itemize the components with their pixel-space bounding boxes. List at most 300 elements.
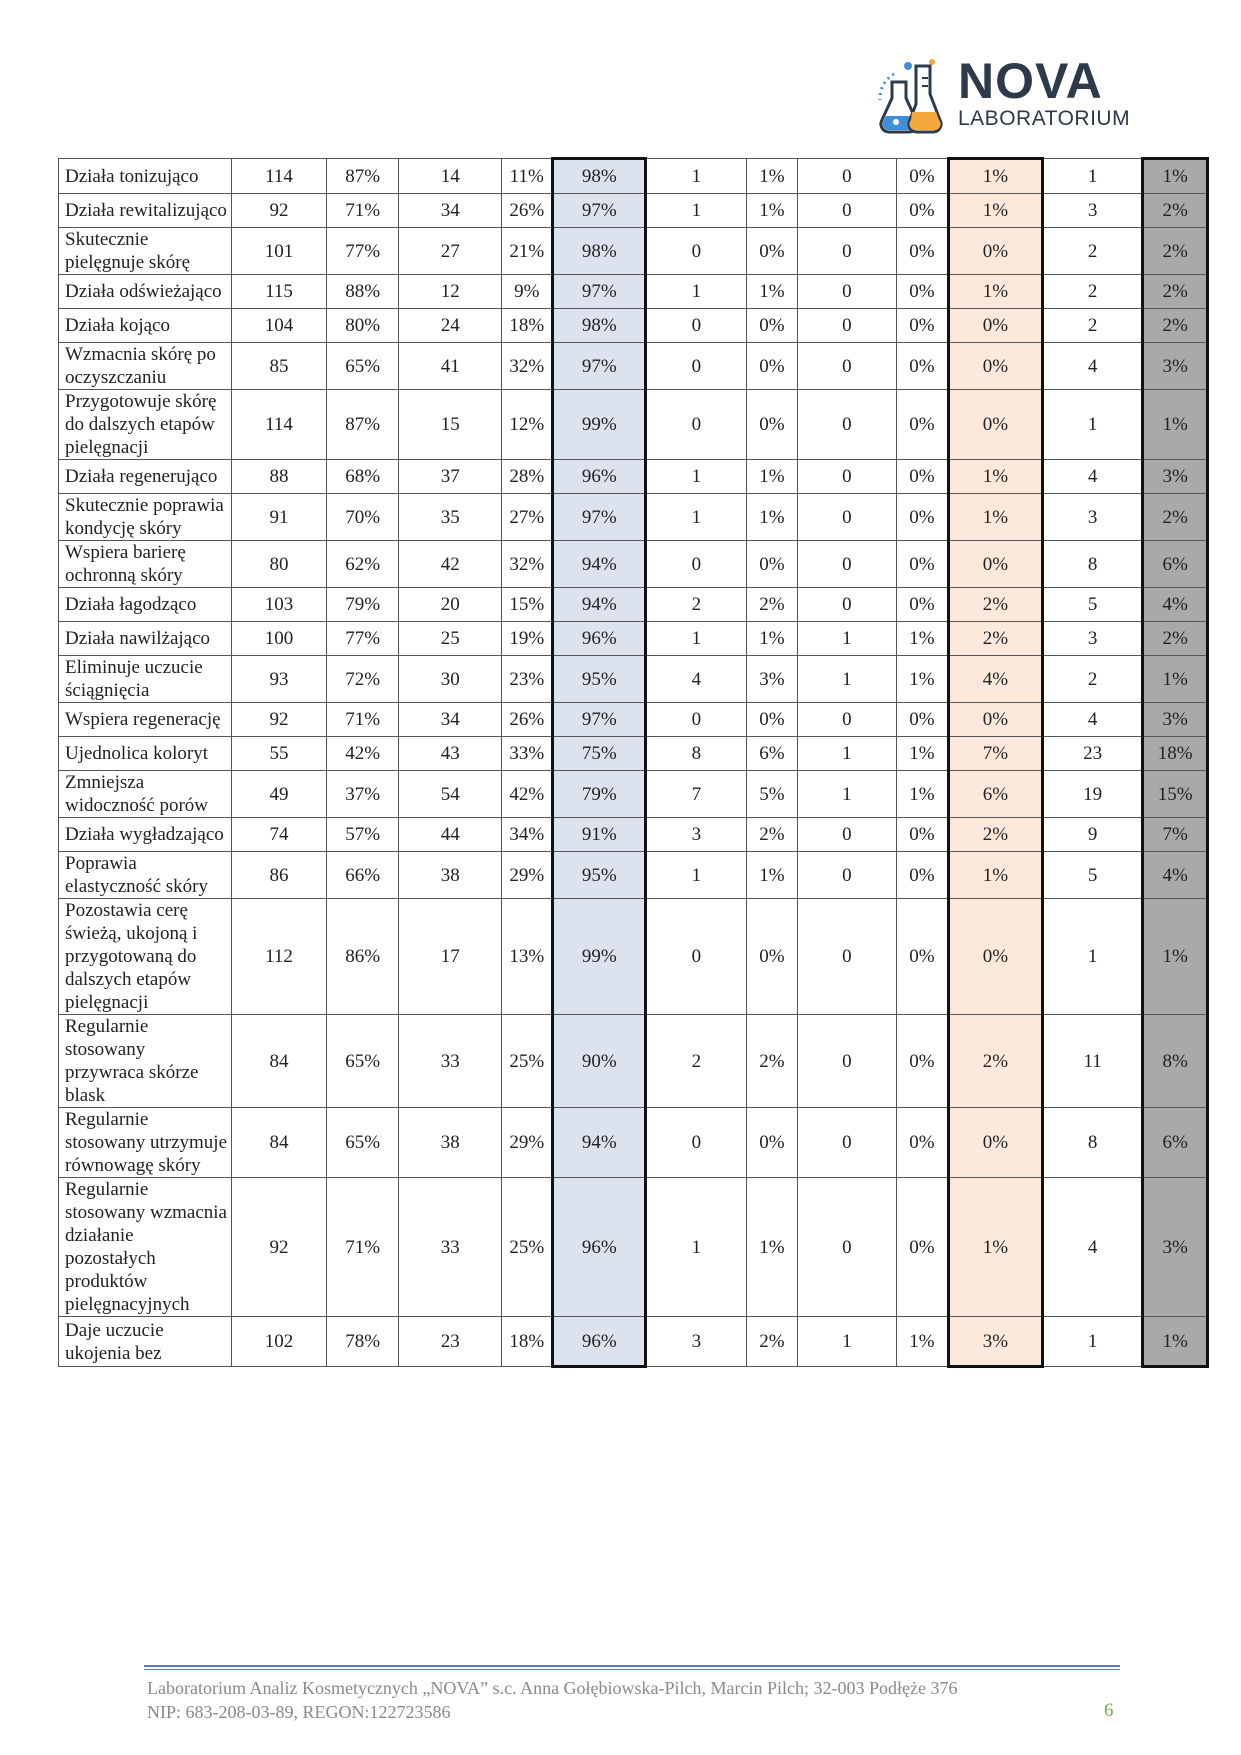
table-cell: 1% [896,622,948,656]
table-cell: 4 [1042,703,1143,737]
table-cell: 2% [1143,309,1208,343]
table-cell: 114 [232,159,327,194]
table-cell: 1 [1042,1317,1143,1367]
row-label: Działa łagodząco [59,588,232,622]
row-label: Działa nawilżająco [59,622,232,656]
table-cell: 20 [399,588,502,622]
row-label: Działa rewitalizująco [59,194,232,228]
table-cell: 92 [232,194,327,228]
table-row [59,1108,1208,1178]
table-cell: 85 [232,343,327,390]
table-cell: 1% [746,1178,797,1317]
table-cell: 1 [1042,390,1143,460]
table-cell: 100 [232,622,327,656]
table-cell: 0% [746,390,797,460]
table-cell: 15% [502,588,553,622]
table-cell: 1 [646,275,747,309]
table-cell: 28% [502,460,553,494]
table-cell: 0% [746,343,797,390]
table-cell: 1% [949,159,1043,194]
table-cell: 33 [399,1178,502,1317]
table-row [59,228,1208,275]
table-cell: 37 [399,460,502,494]
table-cell: 34 [399,194,502,228]
table-cell: 115 [232,275,327,309]
table-cell: 1% [896,737,948,771]
row-label: Regularnie stosowany utrzymuje równowagę skóry [59,1108,232,1178]
table-cell: 84 [232,1108,327,1178]
table-cell: 9% [502,275,553,309]
table-cell: 29% [502,1108,553,1178]
row-label: Skutecznie poprawia kondycję skóry [59,494,232,541]
table-cell: 90% [553,1015,646,1108]
table-cell: 38 [399,1108,502,1178]
table-cell: 84 [232,1015,327,1108]
row-label: Wspiera regenerację [59,703,232,737]
table-cell: 19% [502,622,553,656]
table-cell: 15 [399,390,502,460]
row-label: Regularnie stosowany wzmacnia działanie pozostałych produktów pielęgnacyjnych [59,1178,232,1317]
table-cell: 33 [399,1015,502,1108]
footer-ids: NIP: 683-208-03-89, REGON:122723586 [147,1702,451,1722]
table-cell: 1% [949,275,1043,309]
table-cell: 25% [502,1015,553,1108]
table-cell: 23% [502,656,553,703]
table-cell: 25 [399,622,502,656]
table-cell: 79% [326,588,399,622]
table-cell: 0 [798,309,897,343]
table-cell: 0% [949,390,1043,460]
table-cell: 6% [746,737,797,771]
table-cell: 96% [553,1178,646,1317]
table-cell: 92 [232,703,327,737]
table-cell: 1 [798,1317,897,1367]
table-cell: 0% [896,541,948,588]
table-cell: 0 [798,343,897,390]
table-cell: 0 [646,1108,747,1178]
table-cell: 1% [949,194,1043,228]
table-cell: 95% [553,852,646,899]
row-label: Działa kojąco [59,309,232,343]
table-cell: 0 [798,818,897,852]
table-cell: 11% [502,159,553,194]
table-cell: 5 [1042,588,1143,622]
table-cell: 71% [326,703,399,737]
table-cell: 3% [746,656,797,703]
table-cell: 2% [1143,194,1208,228]
row-label: Zmniejsza widoczność porów [59,771,232,818]
table-cell: 1% [1143,159,1208,194]
table-cell: 3% [949,1317,1043,1367]
table-cell: 0% [896,159,948,194]
table-cell: 62% [326,541,399,588]
table-cell: 2 [1042,228,1143,275]
footer-text [147,1676,958,1724]
table-cell: 1% [949,852,1043,899]
table-cell: 2 [646,588,747,622]
table-cell: 88 [232,460,327,494]
table-row [59,656,1208,703]
footer-address: Laboratorium Analiz Kosmetycznych „NOVA” s.c. Anna Gołębiowska-Pilch, Marcin Pilch; 32-003 Podłęże 376 [147,1678,958,1698]
table-cell: 0 [646,228,747,275]
table-cell: 0 [646,343,747,390]
table-cell: 0% [896,390,948,460]
table-cell: 0 [798,899,897,1015]
table-cell: 0 [646,703,747,737]
table-cell: 1% [1143,1317,1208,1367]
table-cell: 54 [399,771,502,818]
table-cell: 96% [553,622,646,656]
table-cell: 0% [896,1178,948,1317]
table-cell: 97% [553,194,646,228]
table-cell: 1% [746,460,797,494]
table-cell: 0 [798,1108,897,1178]
table-cell: 0% [896,588,948,622]
table-cell: 0 [798,460,897,494]
table-cell: 0 [646,541,747,588]
table-cell: 1% [1143,390,1208,460]
table-cell: 18% [502,309,553,343]
table-cell: 95% [553,656,646,703]
table-cell: 104 [232,309,327,343]
table-cell: 26% [502,194,553,228]
table-cell: 68% [326,460,399,494]
table-cell: 2% [746,818,797,852]
table-cell: 1% [949,460,1043,494]
table-cell: 0% [896,343,948,390]
table-cell: 2% [1143,275,1208,309]
table-cell: 44 [399,818,502,852]
table-cell: 112 [232,899,327,1015]
table-cell: 49 [232,771,327,818]
table-cell: 77% [326,228,399,275]
table-cell: 1% [746,494,797,541]
table-cell: 42 [399,541,502,588]
table-cell: 103 [232,588,327,622]
table-cell: 27 [399,228,502,275]
table-cell: 0% [949,228,1043,275]
row-label: Daje uczucie ukojenia bez [59,1317,232,1367]
row-label: Ujednolica koloryt [59,737,232,771]
table-cell: 65% [326,1015,399,1108]
table-cell: 72% [326,656,399,703]
table-cell: 0% [746,703,797,737]
table-cell: 1 [646,852,747,899]
table-cell: 0 [646,390,747,460]
table-cell: 3 [1042,194,1143,228]
table-cell: 1 [646,159,747,194]
row-label: Przygotowuje skórę do dalszych etapów pielęgnacji [59,390,232,460]
table-cell: 0 [798,228,897,275]
table-row [59,309,1208,343]
table-cell: 1% [949,494,1043,541]
table-cell: 1% [896,1317,948,1367]
table-cell: 3 [646,1317,747,1367]
table-cell: 0% [896,494,948,541]
table-cell: 78% [326,1317,399,1367]
table-cell: 2% [1143,494,1208,541]
table-cell: 55 [232,737,327,771]
results-table [58,157,1209,1368]
table-cell: 1% [746,159,797,194]
table-cell: 9 [1042,818,1143,852]
table-row [59,771,1208,818]
table-cell: 0% [896,1015,948,1108]
table-cell: 7% [1143,818,1208,852]
table-cell: 97% [553,703,646,737]
table-cell: 71% [326,1178,399,1317]
table-cell: 65% [326,343,399,390]
table-cell: 8 [1042,541,1143,588]
table-row [59,159,1208,194]
table-cell: 80% [326,309,399,343]
table-cell: 1% [746,275,797,309]
row-label: Poprawia elastyczność skóry [59,852,232,899]
table-cell: 4 [1042,1178,1143,1317]
logo-subtitle: LABORATORIUM [958,107,1131,130]
table-cell: 86% [326,899,399,1015]
footer-divider-thin [144,1669,1120,1670]
table-row [59,390,1208,460]
table-cell: 0% [896,228,948,275]
table-cell: 0 [798,275,897,309]
table-cell: 0 [798,159,897,194]
table-cell: 11 [1042,1015,1143,1108]
table-cell: 1 [1042,159,1143,194]
table-cell: 8 [646,737,747,771]
table-cell: 3% [1143,343,1208,390]
table-cell: 2% [746,1015,797,1108]
table-cell: 37% [326,771,399,818]
row-label: Działa wygładzająco [59,818,232,852]
table-cell: 114 [232,390,327,460]
table-cell: 38 [399,852,502,899]
table-cell: 32% [502,343,553,390]
table-cell: 0 [646,309,747,343]
table-cell: 3 [1042,622,1143,656]
table-cell: 3 [1042,494,1143,541]
table-cell: 7% [949,737,1043,771]
table-cell: 3% [1143,460,1208,494]
row-label: Wspiera barierę ochronną skóry [59,541,232,588]
table-cell: 1 [798,656,897,703]
nova-logo [872,53,1131,136]
table-cell: 1% [896,771,948,818]
table-cell: 0% [896,1108,948,1178]
table-cell: 8 [1042,1108,1143,1178]
table-cell: 80 [232,541,327,588]
table-cell: 96% [553,1317,646,1367]
row-label: Regularnie stosowany przywraca skórze blask [59,1015,232,1108]
table-cell: 0 [798,588,897,622]
table-cell: 15% [1143,771,1208,818]
table-cell: 0% [949,703,1043,737]
table-cell: 0% [746,541,797,588]
table-cell: 1 [798,771,897,818]
table-cell: 57% [326,818,399,852]
table-cell: 42% [326,737,399,771]
row-label: Działa tonizująco [59,159,232,194]
logo-text [958,53,1131,130]
table-cell: 0 [646,899,747,1015]
table-cell: 2% [746,588,797,622]
table-cell: 2% [949,622,1043,656]
table-cell: 23 [399,1317,502,1367]
table-cell: 0% [949,1108,1043,1178]
table-cell: 43 [399,737,502,771]
table-cell: 87% [326,159,399,194]
table-cell: 5 [1042,852,1143,899]
table-cell: 4% [1143,588,1208,622]
table-cell: 1 [646,460,747,494]
table-cell: 25% [502,1178,553,1317]
table-cell: 2% [949,1015,1043,1108]
table-cell: 4 [1042,343,1143,390]
table-cell: 1% [746,852,797,899]
table-cell: 13% [502,899,553,1015]
table-cell: 2 [646,1015,747,1108]
flask-icon [872,56,956,136]
table-row [59,737,1208,771]
table-cell: 0% [896,703,948,737]
table-cell: 2% [949,818,1043,852]
table-cell: 0% [746,228,797,275]
table-cell: 29% [502,852,553,899]
table-cell: 1% [949,1178,1043,1317]
table-cell: 94% [553,1108,646,1178]
table-cell: 0% [896,818,948,852]
table-cell: 96% [553,460,646,494]
table-row [59,899,1208,1015]
table-body [59,159,1208,1367]
table-cell: 0 [798,852,897,899]
row-label: Wzmacnia skórę po oczyszczaniu [59,343,232,390]
table-row [59,852,1208,899]
table-cell: 33% [502,737,553,771]
table-cell: 0% [746,309,797,343]
table-cell: 98% [553,159,646,194]
table-cell: 1% [1143,899,1208,1015]
table-cell: 34 [399,703,502,737]
table-cell: 3% [1143,703,1208,737]
table-row [59,194,1208,228]
table-cell: 66% [326,852,399,899]
table-cell: 102 [232,1317,327,1367]
table-cell: 0% [949,309,1043,343]
table-cell: 0% [949,899,1043,1015]
row-label: Działa odświeżająco [59,275,232,309]
table-cell: 3% [1143,1178,1208,1317]
table-cell: 0% [896,194,948,228]
table-cell: 99% [553,899,646,1015]
table-cell: 0% [896,899,948,1015]
table-cell: 41 [399,343,502,390]
table-cell: 1 [646,622,747,656]
table-row [59,541,1208,588]
table-cell: 2% [1143,228,1208,275]
table-cell: 0% [949,541,1043,588]
table-row [59,343,1208,390]
table-cell: 21% [502,228,553,275]
table-cell: 86 [232,852,327,899]
table-cell: 14 [399,159,502,194]
table-cell: 97% [553,275,646,309]
table-cell: 92 [232,1178,327,1317]
table-cell: 27% [502,494,553,541]
table-cell: 18% [502,1317,553,1367]
table-cell: 91% [553,818,646,852]
table-cell: 19 [1042,771,1143,818]
table-cell: 97% [553,343,646,390]
table-cell: 1 [798,737,897,771]
table-cell: 2% [949,588,1043,622]
table-cell: 1 [646,194,747,228]
table-cell: 0 [798,494,897,541]
table-cell: 0 [798,194,897,228]
table-row [59,1317,1208,1367]
table-cell: 34% [502,818,553,852]
table-cell: 2 [1042,309,1143,343]
table-cell: 24 [399,309,502,343]
table-cell: 3 [646,818,747,852]
table-cell: 2 [1042,656,1143,703]
footer-divider [144,1665,1120,1667]
table-cell: 0% [896,460,948,494]
table-cell: 0% [746,899,797,1015]
table-row [59,275,1208,309]
page-number: 6 [1104,1700,1114,1721]
table-cell: 65% [326,1108,399,1178]
table-cell: 77% [326,622,399,656]
table-cell: 70% [326,494,399,541]
table-cell: 99% [553,390,646,460]
table-cell: 0 [798,1178,897,1317]
table-row [59,1178,1208,1317]
row-label: Działa regenerująco [59,460,232,494]
table-cell: 79% [553,771,646,818]
table-cell: 88% [326,275,399,309]
table-cell: 75% [553,737,646,771]
table-cell: 6% [949,771,1043,818]
logo-name: NOVA [958,53,1103,109]
table-cell: 18% [1143,737,1208,771]
table-cell: 5% [746,771,797,818]
table-cell: 4 [1042,460,1143,494]
table-cell: 93 [232,656,327,703]
table-cell: 87% [326,390,399,460]
table-cell: 0% [896,309,948,343]
table-cell: 71% [326,194,399,228]
table-cell: 0% [746,1108,797,1178]
table-cell: 12% [502,390,553,460]
table-cell: 1% [1143,656,1208,703]
table-cell: 4 [646,656,747,703]
table-cell: 91 [232,494,327,541]
table-cell: 0% [896,852,948,899]
table-cell: 94% [553,541,646,588]
table-cell: 2% [746,1317,797,1367]
table-cell: 97% [553,494,646,541]
table-row [59,703,1208,737]
table-row [59,588,1208,622]
table-cell: 0 [798,541,897,588]
row-label: Pozostawia cerę świeżą, ukojoną i przygotowaną do dalszych etapów pielęgnacji [59,899,232,1015]
table-cell: 1 [798,622,897,656]
table-cell: 74 [232,818,327,852]
table-cell: 7 [646,771,747,818]
table-cell: 6% [1143,541,1208,588]
table-cell: 98% [553,228,646,275]
